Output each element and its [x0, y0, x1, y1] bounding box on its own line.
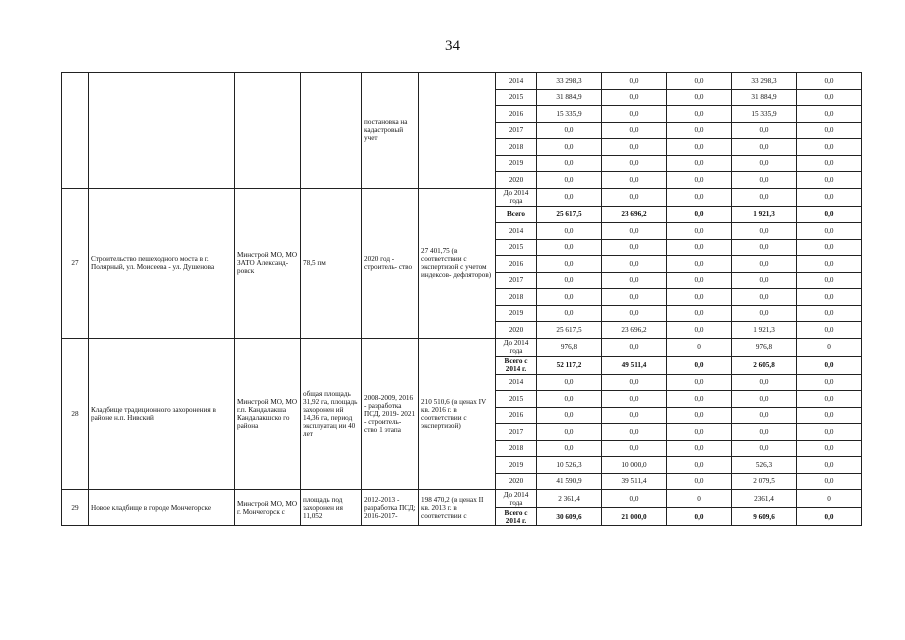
name-cell [89, 73, 235, 189]
regional-value: 0,0 [667, 73, 732, 90]
regional-value: 0,0 [667, 206, 732, 223]
other-value: 0 [797, 338, 862, 356]
period: 2008-2009, 2016 - разработка ПСД, 2019- 2021 - строитель- ство 1 этапа [362, 338, 419, 490]
federal-value: 0,0 [602, 89, 667, 106]
other-value: 0,0 [797, 106, 862, 123]
federal-value: 0,0 [602, 223, 667, 240]
year-cell: 2017 [496, 272, 537, 289]
municipal-value: 31 884,9 [732, 89, 797, 106]
municipal-value: 1 921,3 [732, 322, 797, 339]
other-value: 0,0 [797, 206, 862, 223]
municipal-value: 976,8 [732, 338, 797, 356]
municipal-value: 0,0 [732, 122, 797, 139]
other-value: 0,0 [797, 89, 862, 106]
period: 2012-2013 - разработка ПСД; 2016-2017- [362, 490, 419, 526]
municipal-value: 1 921,3 [732, 206, 797, 223]
table-row [62, 490, 862, 508]
year-cell: До 2014 года [496, 338, 537, 356]
year-cell: 2017 [496, 122, 537, 139]
federal-value: 0,0 [602, 139, 667, 156]
year-cell: 2015 [496, 391, 537, 408]
executor: Минстрой МО, МО г. Мончегорск с [235, 490, 301, 526]
municipal-value: 0,0 [732, 305, 797, 322]
year-cell: 2014 [496, 374, 537, 391]
regional-value: 0,0 [667, 305, 732, 322]
table-row [62, 338, 862, 356]
federal-value: 21 000,0 [602, 508, 667, 526]
other-value: 0,0 [797, 122, 862, 139]
federal-value: 0,0 [602, 106, 667, 123]
municipal-value: 0,0 [732, 440, 797, 457]
municipal-value: 0,0 [732, 139, 797, 156]
regional-value: 0,0 [667, 188, 732, 206]
federal-value: 0,0 [602, 374, 667, 391]
other-value: 0,0 [797, 289, 862, 306]
municipal-value: 0,0 [732, 256, 797, 273]
capacity: общая площадь 31,92 га, площадь захоронен ий 14,36 га, период эксплуатац ии 40 лет [301, 338, 362, 490]
other-value: 0,0 [797, 473, 862, 490]
regional-value: 0,0 [667, 89, 732, 106]
year-cell: 2017 [496, 424, 537, 441]
investment-table [61, 72, 862, 526]
regional-value: 0,0 [667, 139, 732, 156]
regional-value: 0 [667, 490, 732, 508]
executor-cell [235, 73, 301, 189]
municipal-value: 0,0 [732, 172, 797, 189]
municipal-value: 526,3 [732, 457, 797, 474]
other-value: 0,0 [797, 172, 862, 189]
federal-value: 0,0 [602, 188, 667, 206]
federal-value: 0,0 [602, 239, 667, 256]
year-cell: До 2014 года [496, 490, 537, 508]
federal-value: 0,0 [602, 155, 667, 172]
regional-value: 0,0 [667, 391, 732, 408]
municipal-value: 0,0 [732, 155, 797, 172]
municipal-value: 15 335,9 [732, 106, 797, 123]
total-value: 10 526,3 [537, 457, 602, 474]
federal-value: 0,0 [602, 73, 667, 90]
other-value: 0,0 [797, 188, 862, 206]
total-value: 52 117,2 [537, 356, 602, 374]
municipal-value: 2 079,5 [732, 473, 797, 490]
estimated-cost: 27 401,75 (в соответствии с экспертизой с учетом индексов- дефляторов) [419, 188, 496, 338]
regional-value: 0,0 [667, 473, 732, 490]
other-value: 0,0 [797, 239, 862, 256]
other-value: 0,0 [797, 322, 862, 339]
federal-value: 0,0 [602, 172, 667, 189]
object-name: Строительство пешеходного моста в г. Полярный, ул. Моисеева - ул. Душенова [89, 188, 235, 338]
federal-value: 0,0 [602, 391, 667, 408]
regional-value: 0,0 [667, 239, 732, 256]
year-cell: 2016 [496, 106, 537, 123]
municipal-value: 33 298,3 [732, 73, 797, 90]
total-value: 2 361,4 [537, 490, 602, 508]
total-value: 0,0 [537, 172, 602, 189]
regional-value: 0,0 [667, 223, 732, 240]
regional-value: 0,0 [667, 356, 732, 374]
municipal-value: 0,0 [732, 374, 797, 391]
federal-value: 0,0 [602, 490, 667, 508]
total-value: 25 617,5 [537, 206, 602, 223]
year-cell: Всего с 2014 г. [496, 508, 537, 526]
other-value: 0,0 [797, 305, 862, 322]
total-value: 0,0 [537, 391, 602, 408]
municipal-value: 0,0 [732, 407, 797, 424]
total-value: 31 884,9 [537, 89, 602, 106]
table-row [62, 188, 862, 206]
federal-value: 0,0 [602, 305, 667, 322]
federal-value: 0,0 [602, 440, 667, 457]
num-cell [62, 73, 89, 189]
regional-value: 0,0 [667, 106, 732, 123]
total-value: 0,0 [537, 239, 602, 256]
other-value: 0,0 [797, 139, 862, 156]
total-value: 0,0 [537, 289, 602, 306]
other-value: 0,0 [797, 155, 862, 172]
federal-value: 0,0 [602, 272, 667, 289]
total-value: 0,0 [537, 272, 602, 289]
year-cell: 2019 [496, 305, 537, 322]
item-number: 27 [62, 188, 89, 338]
cost-cell [419, 73, 496, 189]
year-cell: 2018 [496, 139, 537, 156]
federal-value: 0,0 [602, 122, 667, 139]
municipal-value: 0,0 [732, 223, 797, 240]
total-value: 0,0 [537, 122, 602, 139]
other-value: 0,0 [797, 407, 862, 424]
total-value: 0,0 [537, 188, 602, 206]
regional-value: 0,0 [667, 457, 732, 474]
other-value: 0,0 [797, 424, 862, 441]
item-number: 29 [62, 490, 89, 526]
year-cell: 2018 [496, 440, 537, 457]
municipal-value: 0,0 [732, 289, 797, 306]
other-value: 0,0 [797, 374, 862, 391]
other-value: 0,0 [797, 256, 862, 273]
municipal-value: 0,0 [732, 239, 797, 256]
total-value: 25 617,5 [537, 322, 602, 339]
municipal-value: 2 605,8 [732, 356, 797, 374]
federal-value: 0,0 [602, 256, 667, 273]
federal-value: 23 696,2 [602, 206, 667, 223]
total-value: 0,0 [537, 407, 602, 424]
regional-value: 0,0 [667, 122, 732, 139]
page-number: 34 [445, 38, 460, 54]
year-cell: 2020 [496, 473, 537, 490]
regional-value: 0,0 [667, 440, 732, 457]
executor: Минстрой МО, МО г.п. Кандалакша Кандалакшско го района [235, 338, 301, 490]
regional-value: 0 [667, 338, 732, 356]
regional-value: 0,0 [667, 322, 732, 339]
federal-value: 0,0 [602, 407, 667, 424]
total-value: 30 609,6 [537, 508, 602, 526]
item-number: 28 [62, 338, 89, 490]
regional-value: 0,0 [667, 272, 732, 289]
municipal-value: 0,0 [732, 272, 797, 289]
municipal-value: 2361,4 [732, 490, 797, 508]
other-value: 0,0 [797, 391, 862, 408]
regional-value: 0,0 [667, 256, 732, 273]
capacity: 78,5 пм [301, 188, 362, 338]
municipal-value: 9 609,6 [732, 508, 797, 526]
other-value: 0,0 [797, 457, 862, 474]
total-value: 976,8 [537, 338, 602, 356]
federal-value: 39 511,4 [602, 473, 667, 490]
total-value: 41 590,9 [537, 473, 602, 490]
federal-value: 0,0 [602, 424, 667, 441]
total-value: 0,0 [537, 440, 602, 457]
executor: Минстрой МО, МО ЗАТО Александ- ровск [235, 188, 301, 338]
year-cell: 2020 [496, 172, 537, 189]
capacity-cell [301, 73, 362, 189]
other-value: 0,0 [797, 272, 862, 289]
federal-value: 0,0 [602, 289, 667, 306]
municipal-value: 0,0 [732, 391, 797, 408]
period: 2020 год - строитель- ство [362, 188, 419, 338]
total-value: 0,0 [537, 139, 602, 156]
municipal-value: 0,0 [732, 188, 797, 206]
other-value: 0,0 [797, 223, 862, 240]
federal-value: 0,0 [602, 338, 667, 356]
capacity: площадь под захоронен ия 11,052 [301, 490, 362, 526]
year-cell: 2015 [496, 239, 537, 256]
other-value: 0,0 [797, 73, 862, 90]
total-value: 0,0 [537, 305, 602, 322]
regional-value: 0,0 [667, 424, 732, 441]
estimated-cost: 198 470,2 (в ценах II кв. 2013 г. в соответствии с [419, 490, 496, 526]
total-value: 0,0 [537, 256, 602, 273]
federal-value: 10 000,0 [602, 457, 667, 474]
other-value: 0,0 [797, 508, 862, 526]
regional-value: 0,0 [667, 374, 732, 391]
year-cell: 2019 [496, 457, 537, 474]
year-cell: Всего с 2014 г. [496, 356, 537, 374]
object-name: Кладбище традиционного захоронения в районе н.п. Нивский [89, 338, 235, 490]
federal-value: 49 511,4 [602, 356, 667, 374]
year-cell: 2020 [496, 322, 537, 339]
year-cell: До 2014 года [496, 188, 537, 206]
year-cell: 2014 [496, 223, 537, 240]
total-value: 0,0 [537, 374, 602, 391]
regional-value: 0,0 [667, 508, 732, 526]
regional-value: 0,0 [667, 407, 732, 424]
federal-value: 23 696,2 [602, 322, 667, 339]
other-value: 0,0 [797, 440, 862, 457]
total-value: 33 298,3 [537, 73, 602, 90]
municipal-value: 0,0 [732, 424, 797, 441]
total-value: 15 335,9 [537, 106, 602, 123]
total-value: 0,0 [537, 155, 602, 172]
total-value: 0,0 [537, 424, 602, 441]
year-cell: 2015 [496, 89, 537, 106]
total-value: 0,0 [537, 223, 602, 240]
stage-cell: постановка на кадастровый учет [362, 73, 419, 189]
year-cell: 2018 [496, 289, 537, 306]
regional-value: 0,0 [667, 289, 732, 306]
other-value: 0 [797, 490, 862, 508]
year-cell: 2016 [496, 256, 537, 273]
year-cell: 2019 [496, 155, 537, 172]
regional-value: 0,0 [667, 155, 732, 172]
year-cell: 2014 [496, 73, 537, 90]
year-cell: 2016 [496, 407, 537, 424]
object-name: Новое кладбище в городе Мончегорске [89, 490, 235, 526]
year-cell: Всего [496, 206, 537, 223]
regional-value: 0,0 [667, 172, 732, 189]
estimated-cost: 210 510,6 (в ценах IV кв. 2016 г. в соответствии с экспертизой) [419, 338, 496, 490]
table-row [62, 73, 862, 90]
other-value: 0,0 [797, 356, 862, 374]
